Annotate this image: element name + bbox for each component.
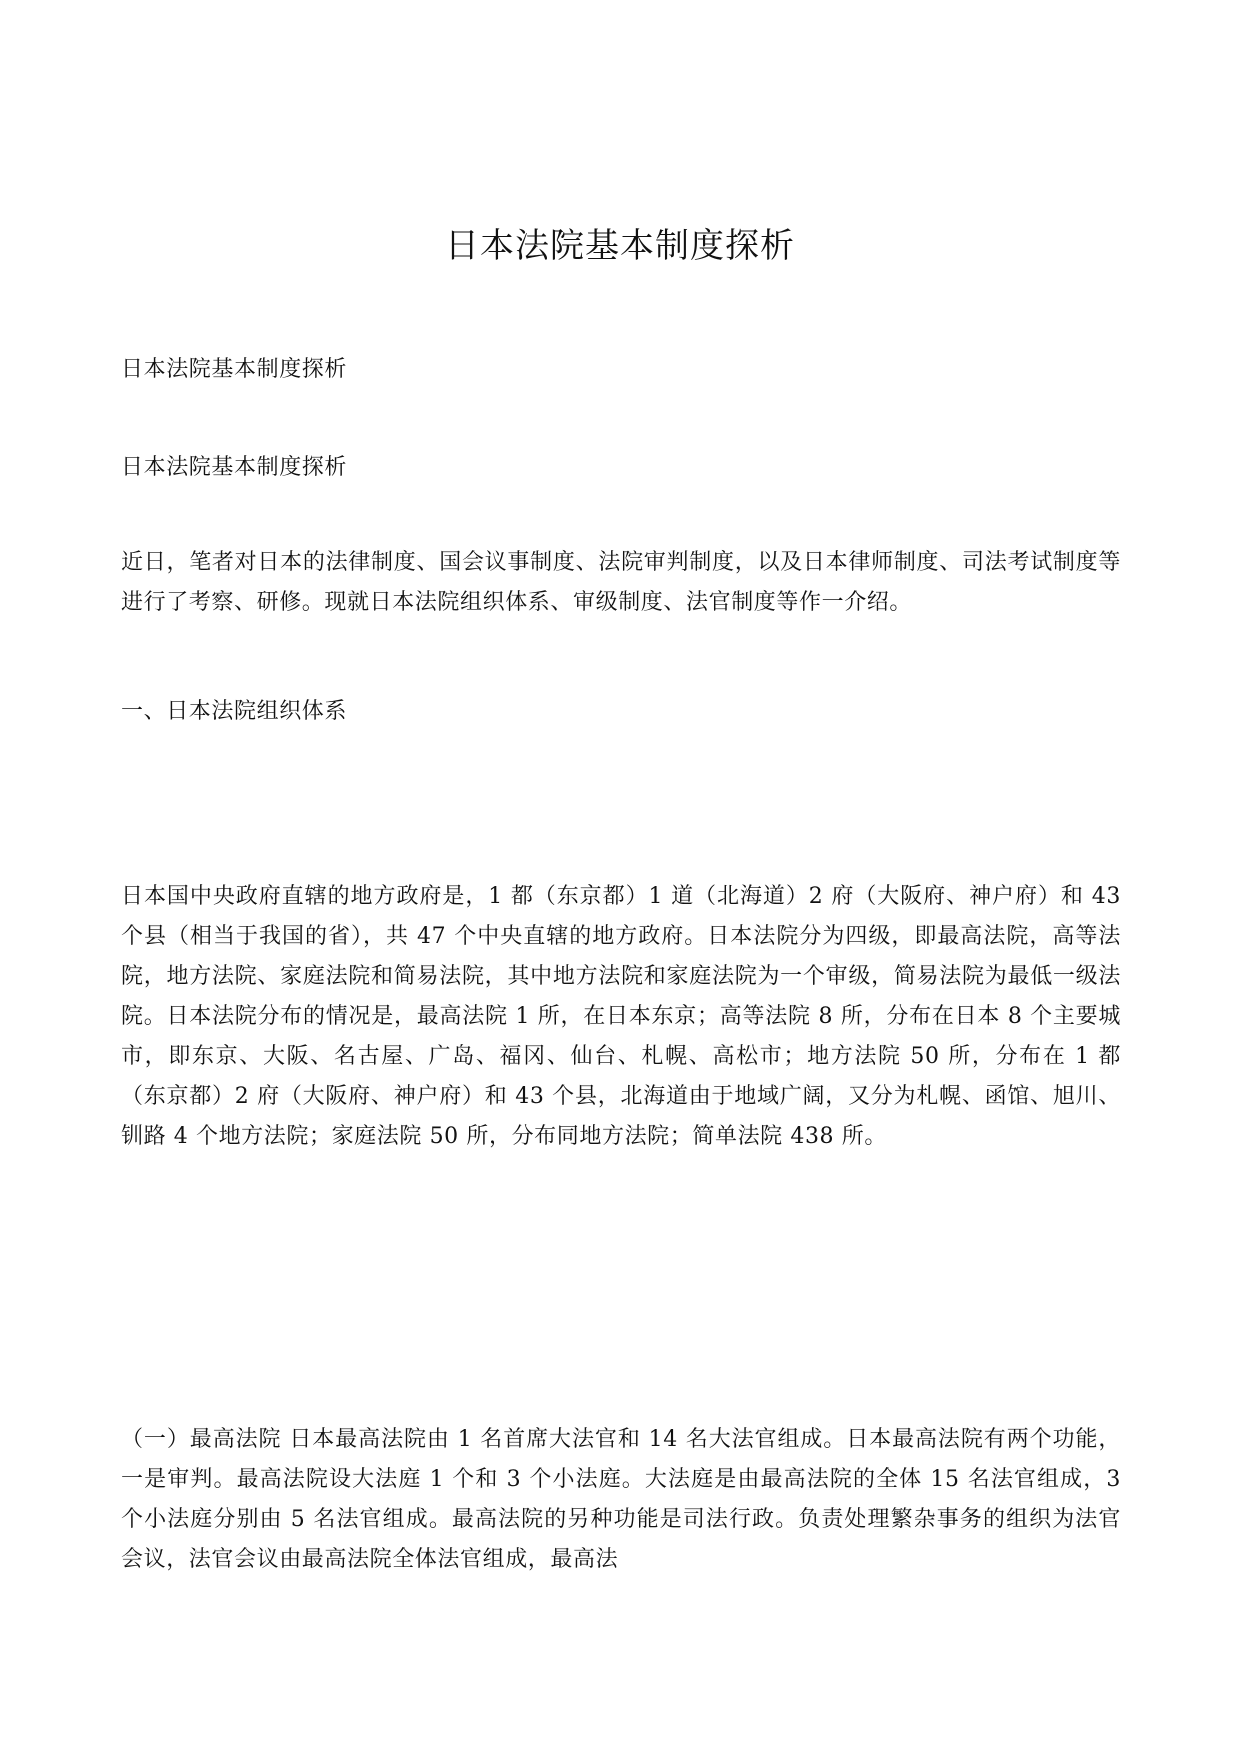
document-title: 日本法院基本制度探析 (445, 226, 795, 266)
subtitle-line-1: 日本法院基本制度探析 (121, 357, 348, 382)
courts-distribution-paragraph: 日本国中央政府直辖的地方政府是，1 都（东京都）1 道（北海道）2 府（大阪府、神户府）和 43 个县（相当于我国的省），共 47 个中央直辖的地方政府。日本法院分为四级，即最高法院，高等法院，地方法院、家庭法院和简易法院，其中地方法院和家庭法院为一个审级，简易法院为最低一级法院。日本法院分布的情况是，最高法院 1 所，在日本东京；高等法院 8 所，分布在日本 8 个主要城市，即东京、大阪、名古屋、广岛、福冈、仙台、札幌、高松市；地方法院 50 所，分布在 1 都（东京都）2 府（大阪府、神户府）和 43 个县，北海道由于地域广阔，又分为札幌、函馆、旭川、钏路 4 个地方法院；家庭法院 50 所，分布同地方法院；简单法院 438 所。 (121, 884, 1121, 1149)
section-heading-1: 一、日本法院组织体系 (121, 699, 348, 724)
subtitle-line-2: 日本法院基本制度探析 (121, 455, 348, 480)
intro-paragraph: 近日，笔者对日本的法律制度、国会议事制度、法院审判制度，以及日本律师制度、司法考试制度等进行了考察、研修。现就日本法院组织体系、审级制度、法官制度等作一介绍。 (121, 550, 1121, 615)
supreme-court-paragraph: （一）最高法院 日本最高法院由 1 名首席大法官和 14 名大法官组成。日本最高法院有两个功能，一是审判。最高法院设大法庭 1 个和 3 个小法庭。大法庭是由最高法院的全体 15 名法官组成，3 个小法庭分别由 5 名法官组成。最高法院的另种功能是司法行政。负责处理繁杂事务的组织为法官会议，法官会议由最高法院全体法官组成，最高法 (121, 1427, 1121, 1572)
